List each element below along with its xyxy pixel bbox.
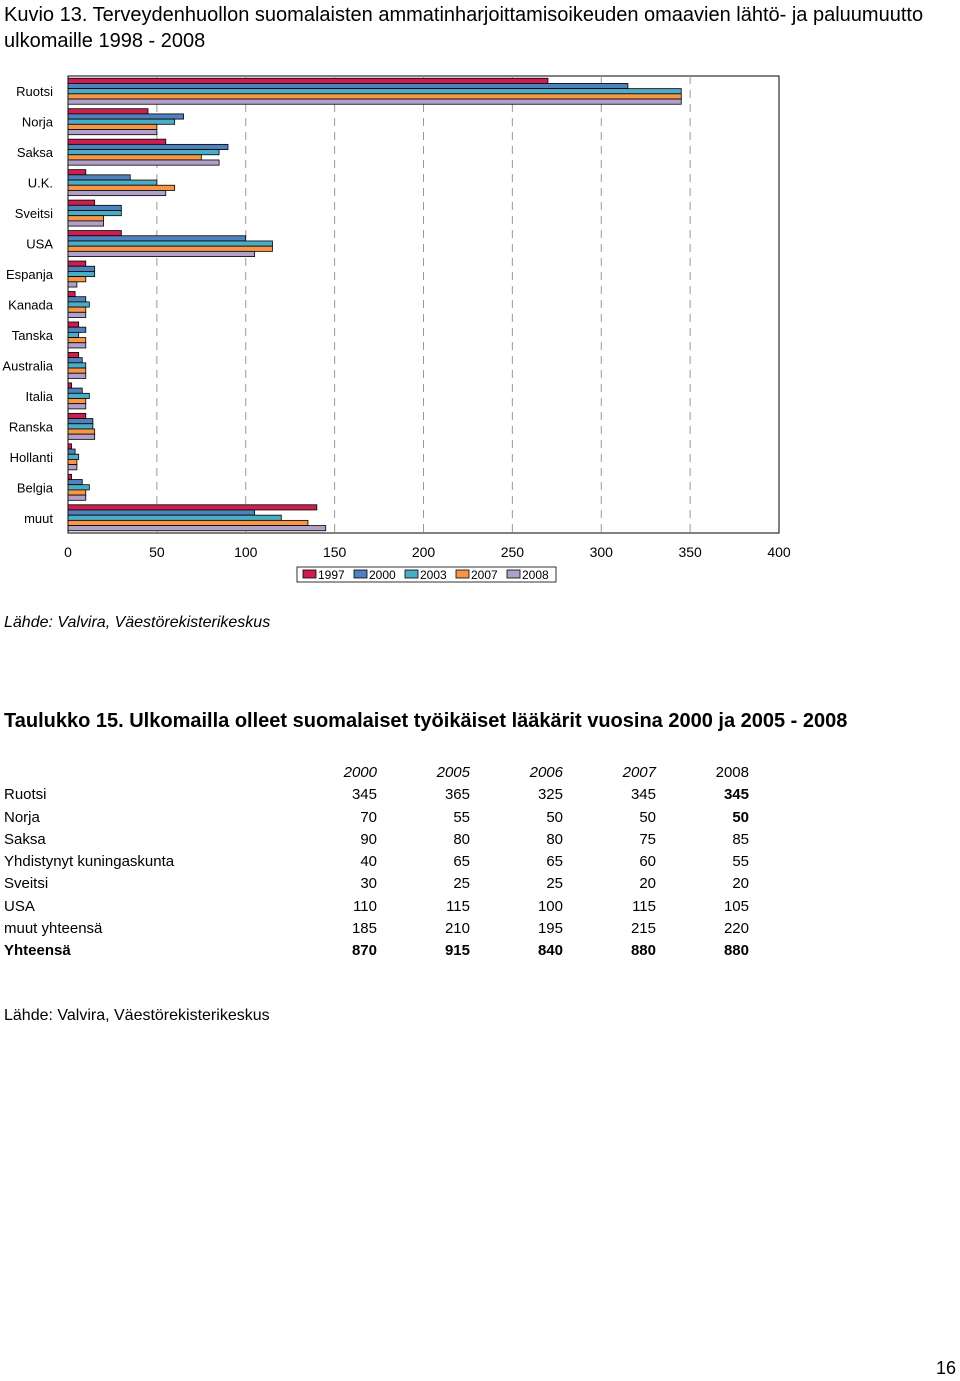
legend-label: 1997	[318, 568, 345, 582]
cell: 115	[632, 897, 656, 915]
x-tick-label: 350	[678, 544, 702, 560]
bar	[68, 292, 75, 297]
bar	[68, 221, 104, 226]
bar	[68, 363, 86, 368]
bar	[68, 459, 77, 464]
cell: 210	[444, 920, 470, 938]
cell: 55	[453, 808, 470, 826]
bar	[68, 413, 86, 418]
bar	[68, 485, 89, 490]
x-tick-label: 400	[767, 544, 791, 560]
bar	[68, 99, 681, 104]
cell: 215	[630, 920, 656, 938]
row-label: USA	[4, 897, 35, 915]
legend-swatch	[507, 570, 520, 578]
bar	[68, 241, 272, 246]
cell: 70	[360, 808, 377, 826]
bar	[68, 338, 86, 343]
cell: 55	[732, 853, 749, 871]
cell: 20	[639, 875, 656, 893]
cell: 25	[546, 875, 563, 893]
table-source: Lähde: Valvira, Väestörekisterikeskus	[4, 1007, 270, 1024]
cell: 100	[537, 897, 563, 915]
bar	[68, 150, 219, 155]
category-label: Ranska	[8, 419, 53, 435]
bar	[68, 302, 89, 307]
category-label: Belgia	[16, 480, 53, 496]
x-tick-label: 50	[149, 544, 165, 560]
bar	[68, 236, 246, 241]
cell: 75	[639, 830, 656, 848]
bar	[68, 520, 308, 525]
figure-title: Kuvio 13. Terveydenhuollon suomalaisten ammatinharjoittamisoikeuden omaavien lähtö- ja paluumuutto ulkomaille 1998 - 2008	[4, 4, 924, 52]
cell: 40	[360, 853, 377, 871]
bar	[68, 434, 95, 439]
category-label: Italia	[25, 388, 53, 404]
bar	[68, 130, 157, 135]
cell: 345	[351, 786, 377, 804]
bar	[68, 352, 79, 357]
legend-swatch	[354, 570, 367, 578]
cell: 50	[546, 808, 563, 826]
bar	[68, 490, 86, 495]
bar	[68, 388, 82, 393]
category-label: USA	[26, 236, 53, 252]
bar	[68, 124, 157, 129]
page-number: 16	[935, 1358, 956, 1378]
cell: 195	[537, 920, 563, 938]
bar	[68, 358, 82, 363]
x-tick-label: 0	[64, 544, 72, 560]
x-tick-label: 300	[589, 544, 613, 560]
row-label: Sveitsi	[4, 875, 49, 893]
table-row	[4, 851, 749, 873]
cell: 20	[732, 875, 749, 893]
table-row	[4, 829, 749, 851]
bar	[68, 83, 628, 88]
bar	[68, 175, 130, 180]
x-tick-label: 150	[322, 544, 347, 560]
category-label: Hollanti	[9, 449, 53, 465]
row-label: Norja	[4, 808, 40, 826]
category-label: Saksa	[16, 145, 53, 161]
cell: 365	[444, 786, 470, 804]
cell: 105	[723, 897, 749, 915]
col-header: 2005	[436, 764, 470, 781]
category-label: Kanada	[8, 297, 53, 313]
cell: 870	[351, 942, 377, 960]
cell: 65	[453, 853, 470, 871]
bar	[68, 510, 255, 515]
row-label: muut yhteensä	[4, 920, 103, 938]
bar	[68, 327, 86, 332]
bar	[68, 155, 201, 160]
bar	[68, 261, 86, 266]
cell: 115	[446, 897, 470, 915]
x-tick-label: 250	[500, 544, 525, 560]
category-label: Ruotsi	[16, 84, 53, 100]
table-total-row	[4, 940, 749, 962]
bar	[68, 505, 317, 510]
category-label: Australia	[2, 358, 53, 374]
category-label: U.K.	[27, 175, 53, 191]
legend-label: 2007	[471, 568, 498, 582]
bar	[68, 332, 79, 337]
legend-label: 2003	[420, 568, 447, 582]
bar	[68, 429, 95, 434]
bar	[68, 526, 326, 531]
bar	[68, 277, 86, 282]
bar	[68, 246, 272, 251]
bar	[68, 383, 72, 388]
bar	[68, 170, 86, 175]
cell: 50	[732, 808, 749, 826]
bar	[68, 444, 72, 449]
bar	[68, 480, 82, 485]
cell: 345	[723, 786, 749, 804]
x-tick-label: 100	[234, 544, 258, 560]
row-label: Yhteensä	[4, 942, 71, 960]
legend-swatch	[405, 570, 418, 578]
bar	[68, 404, 86, 409]
legend-label: 2008	[522, 568, 549, 582]
bar	[68, 94, 681, 99]
bar	[68, 205, 121, 210]
category-label: Tanska	[11, 327, 53, 343]
bar	[68, 282, 77, 287]
col-header: 2000	[343, 764, 377, 781]
bar	[68, 89, 681, 94]
bar	[68, 231, 121, 236]
col-header: 2007	[622, 764, 656, 781]
bar	[68, 266, 95, 271]
bar	[68, 114, 184, 119]
row-label: Ruotsi	[4, 786, 47, 804]
row-label: Saksa	[4, 830, 46, 848]
cell: 185	[351, 920, 377, 938]
bar	[68, 307, 86, 312]
table-title: Taulukko 15. Ulkomailla olleet suomalaiset työikäiset lääkärit vuosina 2000 ja 2005 - 2008	[4, 710, 848, 732]
bar	[68, 424, 93, 429]
bar	[68, 271, 95, 276]
bar	[68, 190, 166, 195]
data-table	[4, 762, 749, 963]
cell: 345	[630, 786, 656, 804]
bar	[68, 200, 95, 205]
table-row	[4, 918, 749, 940]
bar	[68, 139, 166, 144]
bar	[68, 343, 86, 348]
bar	[68, 495, 86, 500]
cell: 220	[723, 920, 749, 938]
category-label: Espanja	[6, 267, 53, 283]
cell: 840	[537, 942, 563, 960]
bar	[68, 322, 79, 327]
table-row	[4, 807, 749, 829]
cell: 30	[360, 875, 377, 893]
cell: 85	[732, 830, 749, 848]
bar	[68, 373, 86, 378]
cell: 880	[630, 942, 656, 960]
bar	[68, 312, 86, 317]
bar	[68, 160, 219, 165]
category-label: muut	[24, 510, 53, 526]
table-header-row	[4, 762, 749, 784]
cell: 80	[546, 830, 563, 848]
bar	[68, 251, 255, 256]
table-row	[4, 896, 749, 918]
bar	[68, 515, 281, 520]
cell: 25	[453, 875, 470, 893]
legend-swatch	[303, 570, 316, 578]
cell: 90	[360, 830, 377, 848]
bar	[68, 211, 121, 216]
cell: 880	[723, 942, 749, 960]
row-label: Yhdistynyt kuningaskunta	[4, 853, 175, 871]
cell: 65	[546, 853, 563, 871]
bar	[68, 109, 148, 114]
cell: 110	[353, 897, 377, 915]
bar	[68, 474, 72, 479]
cell: 915	[444, 942, 470, 960]
table-corner	[4, 762, 284, 784]
legend-swatch	[456, 570, 469, 578]
bar	[68, 180, 157, 185]
cell: 50	[639, 808, 656, 826]
bar	[68, 368, 86, 373]
cell: 60	[639, 853, 656, 871]
bar	[68, 454, 79, 459]
bar	[68, 185, 175, 190]
bar	[68, 78, 548, 83]
cell: 325	[537, 786, 563, 804]
category-label: Sveitsi	[14, 206, 53, 222]
bar	[68, 297, 86, 302]
table-row	[4, 873, 749, 895]
bar	[68, 399, 86, 404]
bar-chart	[0, 62, 960, 602]
col-header: 2006	[529, 764, 563, 781]
col-header: 2008	[715, 764, 749, 781]
bar	[68, 419, 93, 424]
table-row	[4, 784, 749, 806]
bar	[68, 119, 175, 124]
bar	[68, 393, 89, 398]
x-tick-label: 200	[411, 544, 436, 560]
bar	[68, 449, 75, 454]
bar	[68, 216, 104, 221]
bar	[68, 465, 77, 470]
chart-source: Lähde: Valvira, Väestörekisterikeskus	[4, 614, 271, 631]
category-label: Norja	[21, 114, 53, 130]
bar	[68, 144, 228, 149]
cell: 80	[453, 830, 470, 848]
legend-label: 2000	[369, 568, 396, 582]
